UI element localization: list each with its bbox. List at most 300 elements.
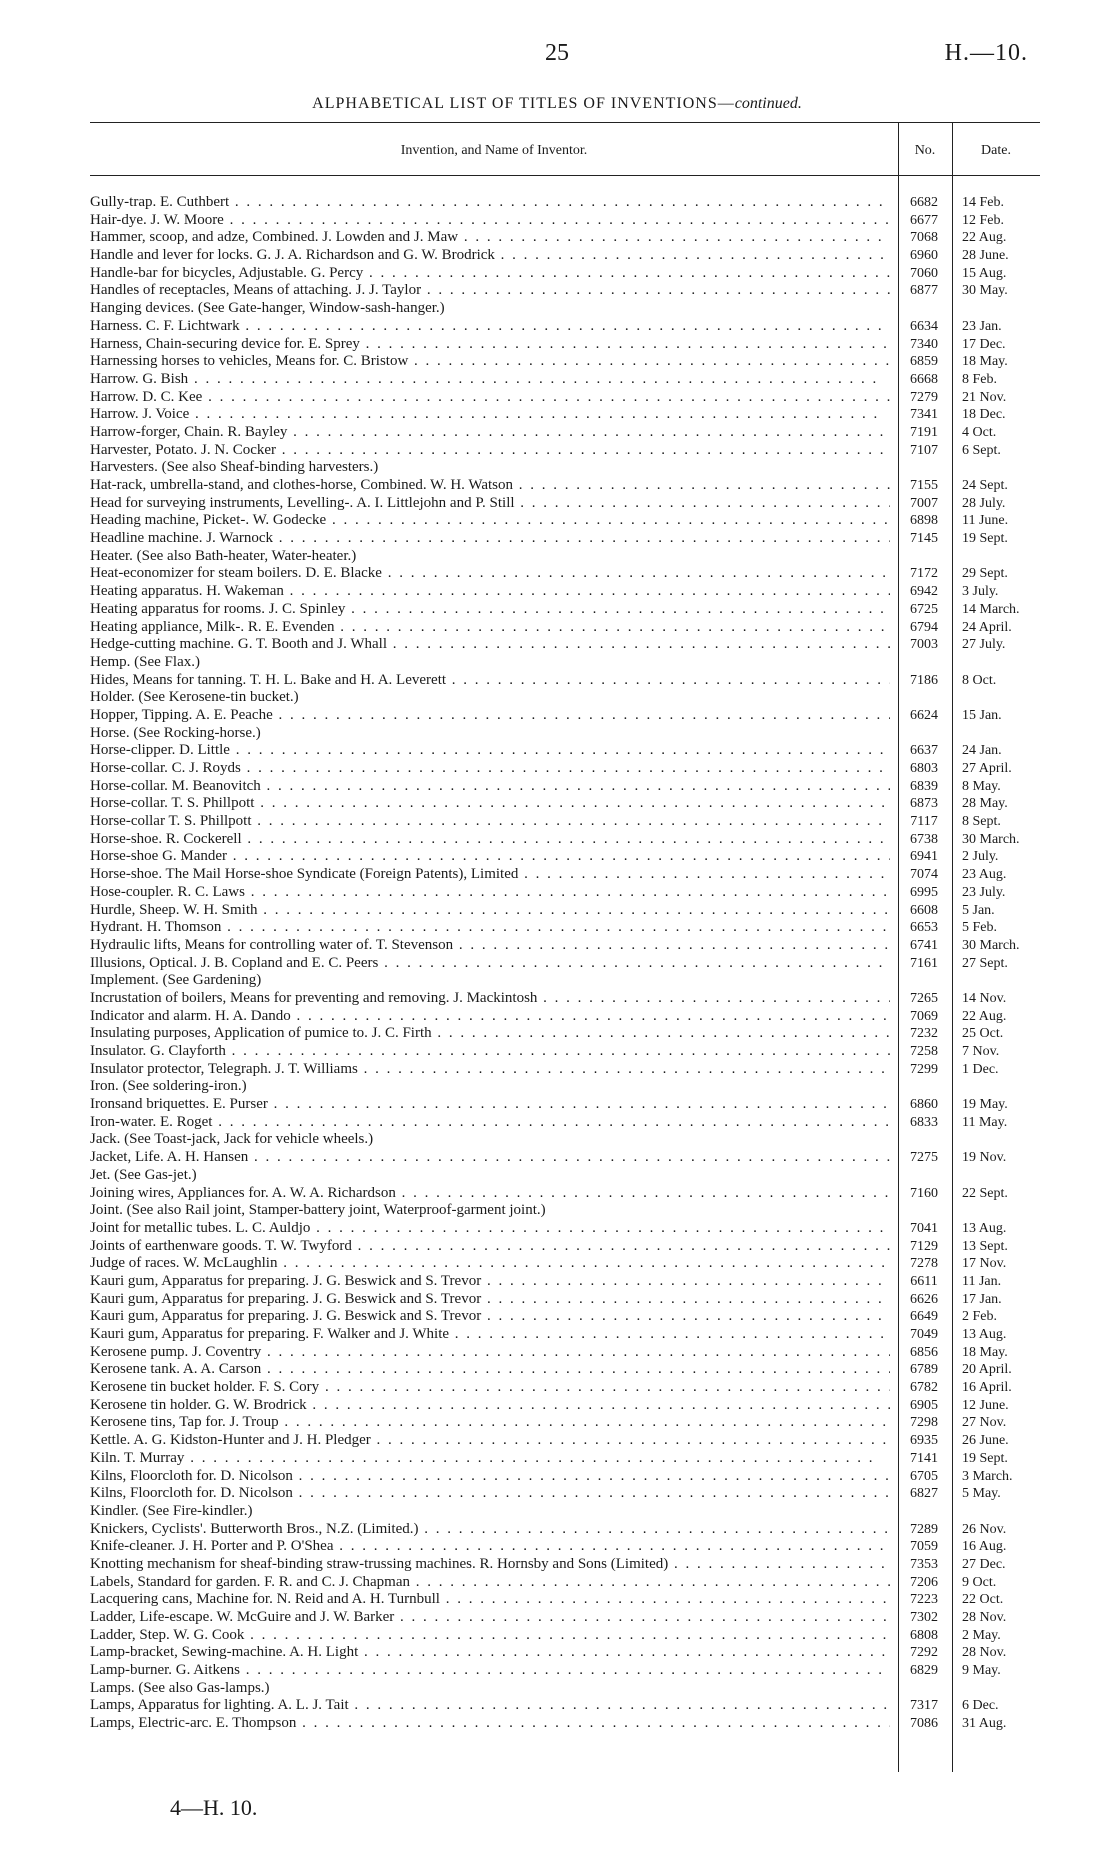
list-item [90,1220,1040,1238]
invention-title: Horse. (See Rocking-horse.) [90,724,261,741]
list-item [90,1609,1040,1627]
list-item [90,1061,1040,1079]
list-item [90,1379,1040,1397]
patent-date: 7 Nov. [962,1044,1000,1059]
list-item [90,1450,1040,1468]
invention-title: Ironsand briquettes. E. Purser . . [90,1096,890,1114]
invention-title: Heading machine, Picket-. W. Godecke . . [90,512,890,530]
patent-number: 7289 [910,1521,938,1537]
invention-title: Kauri gum, Apparatus for preparing. J. G. Beswick and S. Trevor . . [90,1273,890,1291]
list-item [90,495,1040,513]
patent-date: 28 Nov. [962,1610,1007,1625]
patent-number: 6935 [910,1433,938,1449]
patent-number: 7049 [910,1327,938,1342]
column-header-invention: Invention, and Name of Inventor. [400,143,588,158]
list-item [90,760,1040,778]
list-item [90,795,1040,813]
list-item [90,530,1040,548]
patent-date: 22 Aug. [962,1008,1007,1024]
invention-title: Hides, Means for tanning. T. H. L. Bake and H. A. Leverett . . [90,672,890,690]
list-item [90,194,1040,212]
invention-title: Knickers, Cyclists'. Butterworth Bros., N.Z. (Limited.) . . [90,1521,890,1539]
patent-number: 6856 [910,1344,938,1360]
list-item [90,1308,1040,1326]
list-item [90,902,1040,920]
invention-title: Heating appliance, Milk-. R. E. Evenden . . [90,619,890,637]
invention-title: Kerosene pump. J. Coventry . . [90,1344,890,1362]
invention-title: Hat-rack, umbrella-stand, and clothes-horse, Combined. W. H. Watson . . [90,477,890,495]
patent-date: 12 June. [962,1397,1009,1413]
invention-title: Hurdle, Sheep. W. H. Smith . . [90,902,890,920]
list-item [90,707,1040,725]
list-item [90,725,1040,743]
list-item [90,371,1040,389]
patent-number: 6634 [910,318,938,334]
list-item [90,831,1040,849]
patent-number: 6859 [910,354,938,370]
list-item [90,1361,1040,1379]
list-item [90,1662,1040,1680]
invention-title: Hanging devices. (See Gate-hanger, Window-sash-hanger.) [90,300,445,317]
patent-date: 27 Nov. [962,1415,1007,1431]
list-item [90,955,1040,973]
invention-title: Lamp-bracket, Sewing-machine. A. H. Light . . [90,1644,890,1662]
list-item [90,1326,1040,1344]
patent-number: 7298 [910,1415,938,1431]
patent-number: 6839 [910,778,938,794]
invention-title: Kauri gum, Apparatus for preparing. J. G. Beswick and S. Trevor . . [90,1308,890,1326]
patent-number: 6898 [910,513,938,529]
patent-number: 7117 [910,814,938,830]
patent-date: 16 April. [962,1380,1012,1396]
invention-title: Handle and lever for locks. G. J. A. Richardson and G. W. Brodrick . . [90,247,890,265]
list-item [90,424,1040,442]
list-item [90,636,1040,654]
list-item [90,1468,1040,1486]
list-item [90,1715,1040,1733]
invention-title: Horse-collar. M. Beanovitch . . [90,778,890,796]
list-item [90,1291,1040,1309]
patent-date: 17 Jan. [962,1291,1002,1307]
patent-date: 26 June. [962,1433,1009,1449]
patent-date: 3 March. [962,1468,1013,1484]
footer-signature-mark: 4—H. 10. [170,1795,258,1820]
invention-title: Horse-shoe. The Mail Horse-shoe Syndicate (Foreign Patents), Limited . . [90,866,890,884]
invention-title: Kauri gum, Apparatus for preparing. J. G. Beswick and S. Trevor . . [90,1291,890,1309]
list-item [90,778,1040,796]
patent-date: 6 Dec. [962,1698,999,1714]
patent-date: 28 May. [962,796,1008,812]
patent-date: 27 April. [962,761,1012,776]
patent-number: 7299 [910,1061,938,1077]
list-item [90,477,1040,495]
list-item [90,229,1040,247]
patent-number: 7275 [910,1150,938,1166]
list-item [90,884,1040,902]
patent-number: 7172 [910,566,938,582]
patent-number: 7107 [910,442,938,458]
patent-date: 19 Sept. [962,1450,1008,1466]
patent-date: 6 Sept. [962,442,1001,458]
list-item [90,1538,1040,1556]
patent-number: 6833 [910,1114,938,1130]
list-item [90,813,1040,831]
patent-date: 14 March. [962,601,1020,617]
list-item [90,1273,1040,1291]
list-item [90,1627,1040,1645]
patent-date: 13 Aug. [962,1327,1007,1342]
patent-number: 6877 [910,283,938,299]
patent-number: 6637 [910,743,938,759]
patent-date: 22 Aug. [962,230,1007,246]
list-item [90,848,1040,866]
invention-title: Kauri gum, Apparatus for preparing. F. Walker and J. White . . [90,1326,890,1344]
list-item [90,672,1040,690]
patent-number: 7129 [910,1238,938,1254]
patent-date: 3 July. [962,584,999,600]
invention-title: Kilns, Floorcloth for. D. Nicolson . . [90,1485,890,1503]
list-item [90,512,1040,530]
patent-date: 14 Feb. [962,195,1004,210]
patent-date: 30 March. [962,831,1020,847]
patent-date: 28 June. [962,248,1009,264]
invention-title: Ladder, Life-escape. W. McGuire and J. W. Barker . . [90,1609,890,1627]
patent-date: 24 April. [962,619,1012,635]
invention-title: Iron. (See soldering-iron.) [90,1078,247,1095]
patent-number: 7278 [910,1256,938,1272]
list-item [90,1414,1040,1432]
invention-title: Knife-cleaner. J. H. Porter and P. O'Shea . . [90,1538,890,1556]
invention-title: Joint. (See also Rail joint, Stamper-battery joint, Waterproof-garment joint.) [90,1202,546,1219]
patent-date: 16 Aug. [962,1539,1007,1555]
list-item [90,1167,1040,1185]
patent-number: 6608 [910,902,938,918]
patent-date: 23 Jan. [962,318,1002,334]
list-title-main: ALPHABETICAL LIST OF TITLES OF INVENTIONS— [312,95,735,112]
patent-date: 25 Oct. [962,1026,1004,1042]
patent-number: 7258 [910,1044,938,1059]
patent-number: 6668 [910,371,938,387]
patent-date: 24 Sept. [962,478,1008,493]
invention-title: Kettle. A. G. Kidston-Hunter and J. H. Pledger . . [90,1432,890,1450]
invention-title: Joining wires, Appliances for. A. W. A. Richardson . . [90,1185,890,1203]
column-header-date: Date. [981,143,1011,158]
patent-date: 17 Nov. [962,1256,1007,1272]
invention-title: Headline machine. J. Warnock . . [90,530,890,548]
patent-date: 2 Feb. [962,1309,997,1325]
list-item [90,548,1040,566]
list-item [90,1556,1040,1574]
list-item [90,1344,1040,1362]
patent-date: 23 Aug. [962,867,1007,883]
list-item [90,1397,1040,1415]
invention-title: Harrow. G. Bish . . [90,371,890,389]
list-item [90,972,1040,990]
column-header-no: No. [914,143,936,158]
list-item [90,406,1040,424]
list-item [90,1697,1040,1715]
patent-date: 19 Nov. [962,1150,1007,1166]
list-item [90,1644,1040,1662]
invention-title: Heater. (See also Bath-heater, Water-heater.) [90,547,357,564]
list-item [90,212,1040,230]
patent-date: 11 May. [962,1114,1008,1130]
invention-title: Hydrant. H. Thomson . . [90,919,890,937]
list-item [90,866,1040,884]
invention-title: Horse-collar. T. S. Phillpott . . [90,795,890,813]
invention-title: Horse-collar. C. J. Royds . . [90,760,890,778]
patent-date: 1 Dec. [962,1061,999,1077]
invention-title: Harness, Chain-securing device for. E. Sprey . . [90,336,890,354]
invention-title: Handles of receptacles, Means of attaching. J. J. Taylor . . [90,282,890,300]
invention-title: Horse-clipper. D. Little . . [90,742,890,760]
list-item [90,565,1040,583]
patent-number: 7007 [910,495,938,511]
patent-number: 7141 [910,1450,938,1466]
invention-title: Kerosene tank. A. A. Carson . . [90,1361,890,1379]
patent-number: 7059 [910,1539,938,1555]
patent-date: 18 May. [962,1344,1008,1360]
patent-date: 26 Nov. [962,1521,1007,1537]
patent-number: 7074 [910,867,938,883]
patent-date: 29 Sept. [962,566,1008,582]
invention-title: Gully-trap. E. Cuthbert . . [90,194,890,212]
patent-date: 11 June. [962,513,1009,529]
patent-number: 7160 [910,1185,938,1201]
list-item [90,1574,1040,1592]
invention-title: Jacket, Life. A. H. Hansen . . [90,1149,890,1167]
patent-number: 7161 [910,955,938,971]
invention-title: Insulating purposes, Application of pumice to. J. C. Firth . . [90,1025,890,1043]
patent-number: 6794 [910,619,938,635]
list-item [90,583,1040,601]
invention-title: Heat-economizer for steam boilers. D. E. Blacke . . [90,565,890,583]
list-item [90,689,1040,707]
invention-title: Hemp. (See Flax.) [90,653,200,670]
patent-number: 6677 [910,212,938,228]
patent-number: 7068 [910,230,938,246]
patent-date: 28 July. [962,495,1006,511]
patent-number: 7186 [910,672,938,688]
patent-number: 7302 [910,1610,938,1625]
invention-title: Harvesters. (See also Sheaf-binding harvesters.) [90,459,379,476]
patent-number: 7341 [910,407,938,423]
invention-title: Joint for metallic tubes. L. C. Auldjo . . [90,1220,890,1238]
patent-number: 7069 [910,1008,938,1024]
patent-date: 5 May. [962,1486,1001,1502]
patent-number: 6941 [910,849,938,865]
patent-date: 15 Jan. [962,707,1002,723]
patent-date: 2 May. [962,1627,1001,1643]
patent-date: 15 Aug. [962,265,1007,281]
patent-number: 6626 [910,1291,938,1307]
list-item [90,459,1040,477]
patent-number: 7232 [910,1026,938,1042]
invention-title: Jack. (See Toast-jack, Jack for vehicle wheels.) [90,1131,374,1148]
invention-title: Lamps, Electric-arc. E. Thompson . . [90,1715,890,1733]
invention-title: Ladder, Step. W. G. Cook . . [90,1627,890,1645]
patent-date: 20 April. [962,1362,1012,1378]
patent-date: 21 Nov. [962,389,1007,405]
patent-number: 7317 [910,1698,938,1714]
patent-date: 8 Feb. [962,371,997,387]
list-item [90,919,1040,937]
patent-date: 9 May. [962,1663,1001,1679]
list-item [90,1114,1040,1132]
invention-title: Kindler. (See Fire-kindler.) [90,1502,253,1519]
patent-date: 8 May. [962,778,1001,794]
patent-date: 5 Feb. [962,920,997,936]
patent-number: 7223 [910,1592,938,1608]
patent-date: 14 Nov. [962,990,1007,1006]
patent-number: 6860 [910,1097,938,1113]
patent-date: 24 Jan. [962,743,1002,759]
invention-title: Hair-dye. J. W. Moore . . [90,212,890,230]
list-item [90,353,1040,371]
patent-date: 27 July. [962,637,1006,653]
invention-title: Insulator protector, Telegraph. J. T. Williams . . [90,1061,890,1079]
list-item [90,619,1040,637]
patent-number: 6649 [910,1309,938,1325]
patent-date: 19 May. [962,1097,1008,1113]
invention-title: Harnessing horses to vehicles, Means for. C. Bristow . . [90,353,890,371]
list-item [90,1680,1040,1698]
patent-date: 13 Aug. [962,1220,1007,1236]
patent-date: 30 May. [962,283,1008,299]
list-item [90,1096,1040,1114]
patent-number: 6942 [910,584,938,600]
patent-number: 6827 [910,1486,938,1502]
invention-title: Harness. C. F. Lichtwark . . [90,318,890,336]
patent-date: 13 Sept. [962,1238,1008,1254]
patent-number: 6803 [910,761,938,776]
invention-title: Holder. (See Kerosene-tin bucket.) [90,689,299,706]
patent-number: 7145 [910,531,938,547]
invention-title: Kilns, Floorcloth for. D. Nicolson . . [90,1468,890,1486]
invention-title: Heating apparatus. H. Wakeman . . [90,583,890,601]
list-item [90,1485,1040,1503]
patent-number: 6611 [910,1273,938,1289]
list-item [90,1078,1040,1096]
list-item [90,1202,1040,1220]
invention-title: Hydraulic lifts, Means for controlling water of. T. Stevenson . . [90,937,890,955]
invention-title: Judge of races. W. McLaughlin . . [90,1255,890,1273]
invention-title: Labels, Standard for garden. F. R. and C. J. Chapman . . [90,1574,890,1592]
patent-date: 18 May. [962,354,1008,370]
invention-title: Hedge-cutting machine. G. T. Booth and J. Whall . . [90,636,890,654]
list-item [90,1521,1040,1539]
patent-number: 7191 [910,424,938,440]
invention-title: Incrustation of boilers, Means for preventing and removing. J. Mackintosh . . [90,990,890,1008]
list-item [90,990,1040,1008]
patent-date: 22 Oct. [962,1592,1004,1608]
invention-title: Kerosene tin holder. G. W. Brodrick . . [90,1397,890,1415]
patent-date: 12 Feb. [962,212,1004,228]
list-item [90,937,1040,955]
invention-title: Handle-bar for bicycles, Adjustable. G. Percy . . [90,265,890,283]
inventions-list [90,194,1040,1733]
patent-number: 7265 [910,990,938,1006]
patent-date: 8 Oct. [962,672,997,688]
list-item [90,1149,1040,1167]
invention-title: Insulator. G. Clayforth . . [90,1043,890,1061]
patent-date: 5 Jan. [962,902,995,918]
patent-number: 6738 [910,831,938,847]
list-title-continued: continued. [734,95,802,112]
patent-number: 7279 [910,389,938,405]
patent-number: 6789 [910,1362,938,1378]
invention-title: Horse-collar T. S. Phillpott . . [90,813,890,831]
patent-date: 18 Dec. [962,407,1006,423]
list-item [90,1503,1040,1521]
patent-date: 22 Sept. [962,1185,1008,1201]
list-item [90,1131,1040,1149]
patent-number: 6624 [910,707,938,723]
invention-title: Implement. (See Gardening) [90,972,262,989]
patent-number: 6741 [910,937,938,953]
patent-date: 28 Nov. [962,1645,1007,1661]
invention-title: Lamp-burner. G. Aitkens . . [90,1662,890,1680]
invention-title: Indicator and alarm. H. A. Dando . . [90,1008,890,1026]
patent-number: 7086 [910,1716,938,1732]
list-title [0,95,1114,113]
invention-title: Hammer, scoop, and adze, Combined. J. Lowden and J. Maw . . [90,229,890,247]
list-item [90,1185,1040,1203]
list-item [90,1255,1040,1273]
patent-number: 6705 [910,1468,938,1484]
list-item [90,442,1040,460]
patent-number: 7041 [910,1220,938,1236]
patent-date: 2 July. [962,849,999,865]
invention-title: Hopper, Tipping. A. E. Peache . . [90,707,890,725]
list-item [90,1008,1040,1026]
list-item [90,1025,1040,1043]
invention-title: Horse-shoe. R. Cockerell . . [90,831,890,849]
patent-date: 31 Aug. [962,1716,1007,1732]
patent-number: 6653 [910,920,938,936]
patent-date: 19 Sept. [962,531,1008,547]
invention-title: Iron-water. E. Roget . . [90,1114,890,1132]
patent-date: 17 Dec. [962,336,1006,352]
patent-number: 6995 [910,884,938,900]
patent-date: 8 Sept. [962,814,1001,830]
list-item [90,300,1040,318]
patent-number: 6873 [910,796,938,812]
patent-number: 7340 [910,336,938,352]
invention-title: Harvester, Potato. J. N. Cocker . . [90,442,890,460]
invention-title: Head for surveying instruments, Levelling-. A. I. Littlejohn and P. Still . . [90,495,890,513]
patent-number: 7353 [910,1556,938,1572]
invention-title: Jet. (See Gas-jet.) [90,1166,197,1183]
list-item [90,742,1040,760]
patent-date: 4 Oct. [962,424,997,440]
patent-date: 11 Jan. [962,1273,1002,1289]
invention-title: Lacquering cans, Machine for. N. Reid and A. H. Turnbull . . [90,1591,890,1609]
patent-number: 6905 [910,1397,938,1413]
patent-date: 27 Dec. [962,1556,1006,1572]
invention-title: Kerosene tins, Tap for. J. Troup . . [90,1414,890,1432]
patent-number: 7003 [910,637,938,653]
patent-number: 7292 [910,1645,938,1661]
list-item [90,1043,1040,1061]
patent-date: 27 Sept. [962,955,1008,971]
invention-title: Heating apparatus for rooms. J. C. Spinley . . [90,601,890,619]
patent-number: 6960 [910,248,938,264]
patent-number: 6682 [910,195,938,210]
invention-title: Kerosene tin bucket holder. F. S. Cory . . [90,1379,890,1397]
patent-date: 30 March. [962,937,1020,953]
list-item [90,389,1040,407]
